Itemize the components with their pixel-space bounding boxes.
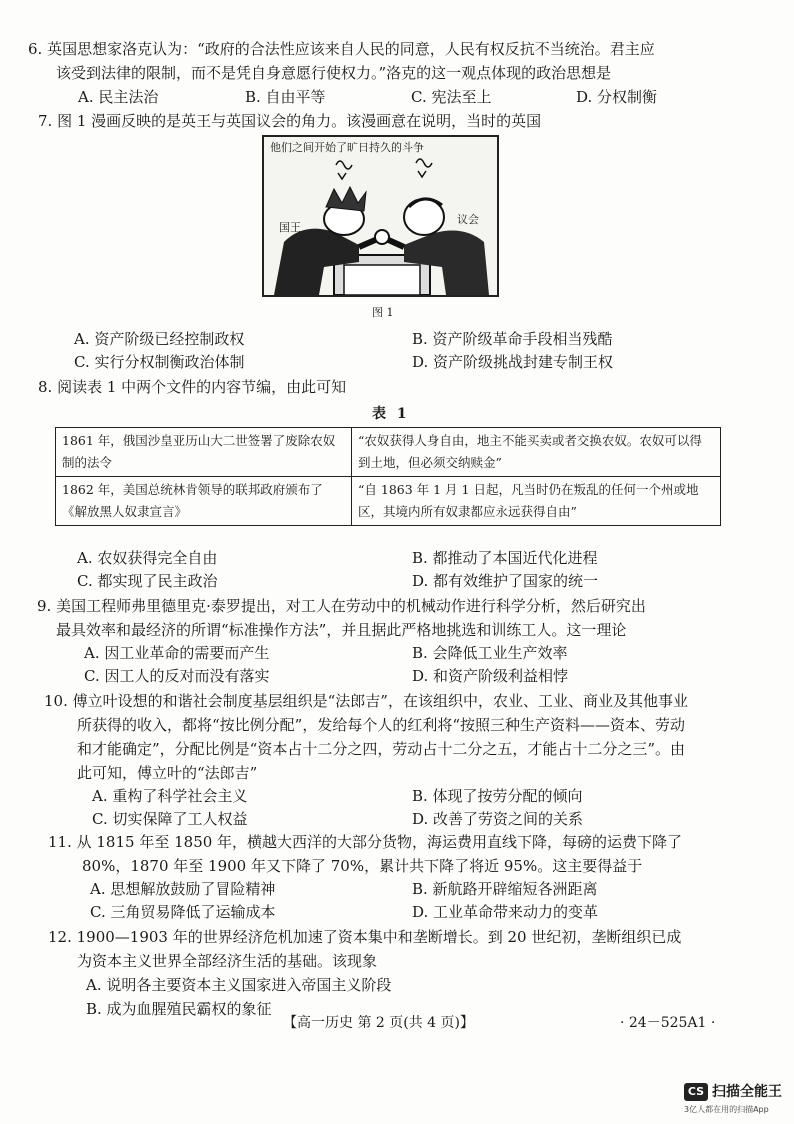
q11-stem-line1: 11. 从 1815 年至 1850 年，横越大西洋的大部分货物，海运费用直线下降，每磅的运费下降了 (48, 833, 683, 851)
q6-option-a: A. 民主法治 (78, 88, 159, 106)
camscanner-logo: CS (684, 1083, 708, 1101)
q6-stem-line1: 6. 英国思想家洛克认为：“政府的合法性应该来自人民的同意，人民有权反抗不当统治。君主应 (28, 40, 655, 58)
q10-stem-line4: 此可知，傅立叶的“法郎吉” (77, 764, 258, 782)
q12-stem-line2: 为资本主义世界全部经济生活的基础。该现象 (77, 952, 378, 970)
q8-option-d: D. 都有效维护了国家的统一 (412, 572, 599, 590)
q10-stem-line2: 所获得的收入，都将“按比例分配”，发给每个人的红利将“按照三种生产资料——资本、劳动 (77, 716, 686, 734)
q8-option-c: C. 都实现了民主政治 (77, 572, 218, 590)
table1-title: 表 1 (372, 406, 410, 422)
camscanner-name: 扫描全能王 (712, 1084, 782, 1100)
q9-stem-line1: 9. 美国工程师弗里德里克·泰罗提出，对工人在劳动中的机械动作进行科学分析，然后研究出 (37, 597, 646, 615)
q11-option-d: D. 工业革命带来动力的变革 (412, 903, 599, 921)
table-cell: 1862 年，美国总统林肯领导的联邦政府颁布了《解放黑人奴隶宣言》 (56, 477, 352, 526)
cartoon-label-parliament: 议会 (457, 213, 479, 226)
q7-option-b: B. 资产阶级革命手段相当残酷 (412, 330, 613, 348)
q7-option-c: C. 实行分权制衡政治体制 (74, 353, 245, 371)
q7-stem-line1: 7. 图 1 漫画反映的是英王与英国议会的角力。该漫画意在说明，当时的英国 (38, 112, 542, 130)
q11-option-a: A. 思想解放鼓励了冒险精神 (90, 880, 276, 898)
q12-option-a: A. 说明各主要资本主义国家进入帝国主义阶段 (86, 976, 392, 994)
table-cell: “自 1863 年 1 月 1 日起，凡当时仍在叛乱的任何一个州或地区，其境内所有奴隶都应永远获得自由” (352, 477, 721, 526)
table-cell: 1861 年，俄国沙皇亚历山大二世签署了废除农奴制的法令 (56, 428, 352, 477)
q12-option-b: B. 成为血腥殖民霸权的象征 (86, 1000, 272, 1018)
q6-option-c: C. 宪法至上 (411, 88, 492, 106)
figure1-caption: 图 1 (372, 306, 394, 319)
q10-option-d: D. 改善了劳资之间的关系 (412, 810, 584, 828)
table-row (56, 477, 721, 526)
q10-stem-line3: 和才能确定”，分配比例是“资本占十二分之四，劳动占十二分之五，才能占十二分之三”。由 (77, 740, 686, 758)
q11-option-c: C. 三角贸易降低了运输成本 (90, 903, 276, 921)
q9-option-a: A. 因工业革命的需要而产生 (84, 644, 270, 662)
q12-stem-line1: 12. 1900—1903 年的世界经济危机加速了资本集中和垄断增长。到 20 世纪初，垄断组织已成 (48, 928, 682, 946)
q11-stem-line2: 80%，1870 年至 1900 年又下降了 70%，累计共下降了将近 95%。这主要得益于 (82, 857, 643, 875)
q9-option-b: B. 会降低工业生产效率 (412, 644, 568, 662)
q6-option-b: B. 自由平等 (245, 88, 326, 106)
table-cell: “农奴获得人身自由，地主不能买卖或者交换农奴。农奴可以得到土地，但必须交纳赎金” (352, 428, 721, 477)
q9-option-c: C. 因工人的反对而没有落实 (84, 667, 270, 685)
q11-option-b: B. 新航路开辟缩短各洲距离 (412, 880, 598, 898)
table1 (55, 427, 721, 526)
q10-option-b: B. 体现了按劳分配的倾向 (412, 787, 583, 805)
q6-stem-line2: 该受到法律的限制，而不是凭自身意愿行使权力。”洛克的这一观点体现的政治思想是 (56, 64, 612, 82)
camscanner-tagline: 3亿人都在用的扫描App (684, 1105, 769, 1114)
q7-option-d: D. 资产阶级挑战封建专制王权 (412, 353, 614, 371)
cartoon-label-king: 国王 (279, 221, 301, 234)
q9-option-d: D. 和资产阶级利益相悖 (412, 667, 569, 685)
q10-stem-line1: 10. 傅立叶设想的和谐社会制度基层组织是“法郎吉”，在该组织中，农业、工业、商业及其他事业 (44, 692, 688, 710)
q8-option-a: A. 农奴获得完全自由 (77, 549, 218, 567)
figure1-cartoon (262, 135, 499, 297)
q10-option-c: C. 切实保障了工人权益 (92, 810, 248, 828)
q6-option-d: D. 分权制衡 (576, 88, 658, 106)
page-footer-center: 【高一历史 第 2 页(共 4 页)】 (283, 1015, 474, 1031)
page-footer-code: · 24－525A1 · (620, 1015, 716, 1031)
table-row (56, 428, 721, 477)
q8-stem-line1: 8. 阅读表 1 中两个文件的内容节编，由此可知 (38, 378, 347, 396)
q10-option-a: A. 重构了科学社会主义 (92, 787, 248, 805)
q9-stem-line2: 最具效率和最经济的所谓“标准操作方法”，并且据此严格地挑选和训练工人。这一理论 (56, 621, 627, 639)
cartoon-caption: 他们之间开始了旷日持久的斗争 (270, 141, 424, 154)
q8-option-b: B. 都推动了本国近代化进程 (412, 549, 598, 567)
q7-option-a: A. 资产阶级已经控制政权 (74, 330, 245, 348)
